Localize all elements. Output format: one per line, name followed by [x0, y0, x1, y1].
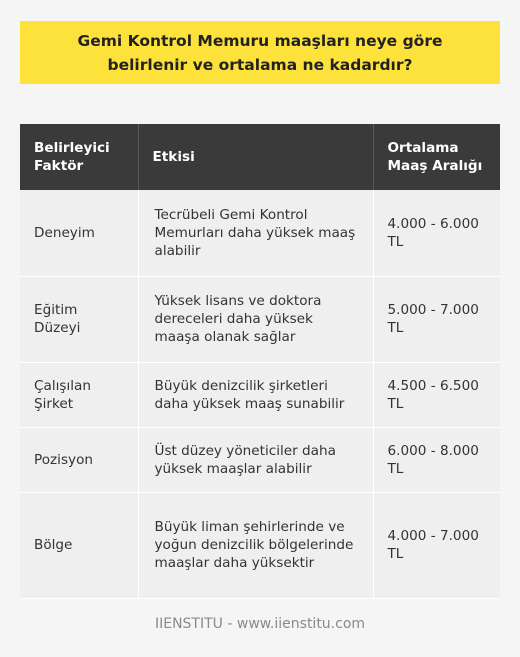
- range-cell: 5.000 - 7.000 TL: [373, 276, 500, 362]
- impact-cell: Yüksek lisans ve doktora dereceleri daha yüksek maaşa olanak sağlar: [138, 276, 373, 362]
- range-cell: 4.000 - 7.000 TL: [373, 492, 500, 598]
- table-row: [20, 427, 500, 492]
- table-row: [20, 492, 500, 598]
- range-cell: 6.000 - 8.000 TL: [373, 427, 500, 492]
- impact-cell: Üst düzey yöneticiler daha yüksek maaşlar alabilir: [138, 427, 373, 492]
- factor-cell: Çalışılan Şirket: [20, 362, 138, 427]
- factor-cell: Deneyim: [20, 190, 138, 276]
- factor-cell: Pozisyon: [20, 427, 138, 492]
- range-cell: 4.500 - 6.500 TL: [373, 362, 500, 427]
- table-row: [20, 362, 500, 427]
- impact-cell: Büyük liman şehirlerinde ve yoğun denizcilik bölgelerinde maaşlar daha yüksektir: [138, 492, 373, 598]
- impact-cell: Tecrübeli Gemi Kontrol Memurları daha yüksek maaş alabilir: [138, 190, 373, 276]
- title-banner: [20, 21, 500, 84]
- impact-cell: Büyük denizcilik şirketleri daha yüksek maaş sunabilir: [138, 362, 373, 427]
- range-cell: 4.000 - 6.000 TL: [373, 190, 500, 276]
- factor-cell: Bölge: [20, 492, 138, 598]
- header-factor: Belirleyici Faktör: [20, 124, 138, 190]
- footer-credit: IIENSTITU - www.iienstitu.com: [154, 616, 366, 632]
- salary-table: [20, 124, 500, 599]
- table-row: [20, 190, 500, 276]
- table-row: [20, 276, 500, 362]
- header-range: Ortalama Maaş Aralığı: [373, 124, 500, 190]
- factor-cell: Eğitim Düzeyi: [20, 276, 138, 362]
- table-header-row: [20, 124, 500, 190]
- page-title: Gemi Kontrol Memuru maaşları neye göre belirlenir ve ortalama ne kadardır?: [77, 31, 443, 74]
- header-impact: Etkisi: [138, 124, 373, 190]
